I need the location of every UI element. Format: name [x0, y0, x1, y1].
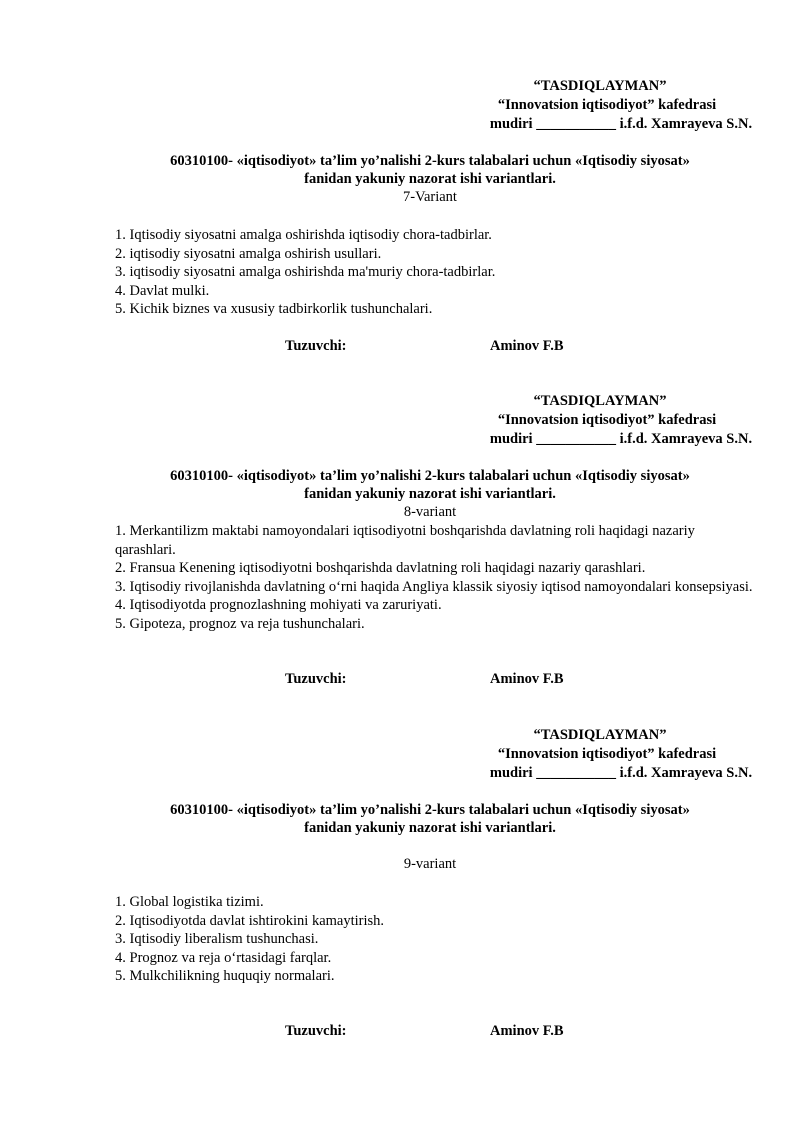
- exam-heading: [110, 801, 750, 837]
- approval-block: [430, 392, 760, 449]
- exam-heading-line: 60310100- «iqtisodiyot» ta’lim yo’nalishi 2-kurs talabalari uchun «Iqtisodiy siyosat»: [170, 468, 690, 484]
- signer-role: Tuzuvchi:: [285, 338, 347, 354]
- question-item: 5. Mulkchilikning huquqiy normalari.: [115, 968, 335, 985]
- exam-heading-line: fanidan yakuniy nazorat ishi variantlari.: [304, 486, 556, 502]
- approval-department: “Innovatsion iqtisodiyot” kafedrasi: [497, 746, 717, 762]
- question-item: 1. Global logistika tizimi.: [115, 894, 264, 910]
- question-item: 1. Merkantilizm maktabi namoyondalari iqtisodiyotni boshqarishda davlatning roli haqidagi nazariy qarashlari.: [115, 523, 695, 558]
- question-list: [115, 522, 755, 634]
- question-item: 2. Fransua Kenening iqtisodiyotni boshqarishda davlatning roli haqidagi nazariy qarashlari.: [115, 560, 646, 577]
- approval-head-signature: mudiri ___________ i.f.d. Xamrayeva S.N.: [489, 765, 753, 781]
- variant-label: 8-variant: [403, 504, 457, 520]
- variant-label: 9-variant: [403, 856, 457, 872]
- question-item: 5. Kichik biznes va xususiy tadbirkorlik tushunchalari.: [115, 301, 433, 318]
- variant-label: 7-Variant: [403, 189, 457, 205]
- signer-name: Aminov F.B: [490, 338, 564, 354]
- approval-title: “TASDIQLAYMAN”: [533, 727, 667, 743]
- approval-head-signature: mudiri ___________ i.f.d. Xamrayeva S.N.: [489, 431, 753, 447]
- question-item: 3. Iqtisodiy rivojlanishda davlatning o‘rni haqida Angliya klassik siyosiy iqtisod namoyondalari konsepsiyasi.: [115, 578, 753, 595]
- question-item: 4. Prognoz va reja o‘rtasidagi farqlar.: [115, 949, 332, 966]
- approval-department: “Innovatsion iqtisodiyot” kafedrasi: [497, 412, 717, 428]
- exam-heading-line: fanidan yakuniy nazorat ishi variantlari.: [304, 171, 556, 187]
- signer-role: Tuzuvchi:: [285, 671, 347, 687]
- question-item: 3. Iqtisodiy liberalism tushunchasi.: [115, 931, 319, 948]
- approval-head-signature: mudiri ___________ i.f.d. Xamrayeva S.N.: [489, 116, 753, 132]
- question-item: 5. Gipoteza, prognoz va reja tushunchalari.: [115, 615, 365, 632]
- signer-name: Aminov F.B: [490, 1023, 564, 1039]
- question-item: 4. Davlat mulki.: [115, 282, 210, 299]
- approval-title: “TASDIQLAYMAN”: [533, 78, 667, 94]
- approval-department: “Innovatsion iqtisodiyot” kafedrasi: [497, 97, 717, 113]
- signer-role: Tuzuvchi:: [285, 1023, 347, 1039]
- exam-heading-line: 60310100- «iqtisodiyot» ta’lim yo’nalishi 2-kurs talabalari uchun «Iqtisodiy siyosat»: [170, 153, 690, 169]
- approval-title: “TASDIQLAYMAN”: [533, 393, 667, 409]
- exam-heading-line: fanidan yakuniy nazorat ishi variantlari.: [304, 820, 556, 836]
- question-item: 2. Iqtisodiyotda davlat ishtirokini kamaytirish.: [115, 912, 385, 929]
- exam-heading: [110, 152, 750, 188]
- question-list: [115, 226, 755, 319]
- question-item: 1. Iqtisodiy siyosatni amalga oshirishda iqtisodiy chora-tadbirlar.: [115, 227, 492, 243]
- exam-heading-line: 60310100- «iqtisodiyot» ta’lim yo’nalishi 2-kurs talabalari uchun «Iqtisodiy siyosat»: [170, 802, 690, 818]
- signer-name: Aminov F.B: [490, 671, 564, 687]
- question-item: 2. iqtisodiy siyosatni amalga oshirish usullari.: [115, 245, 382, 262]
- question-item: 4. Iqtisodiyotda prognozlashning mohiyati va zaruriyati.: [115, 597, 442, 614]
- exam-heading: [110, 467, 750, 503]
- question-list: [115, 893, 755, 986]
- question-item: 3. iqtisodiy siyosatni amalga oshirishda ma'muriy chora-tadbirlar.: [115, 264, 496, 281]
- approval-block: [430, 77, 760, 134]
- approval-block: [430, 726, 760, 783]
